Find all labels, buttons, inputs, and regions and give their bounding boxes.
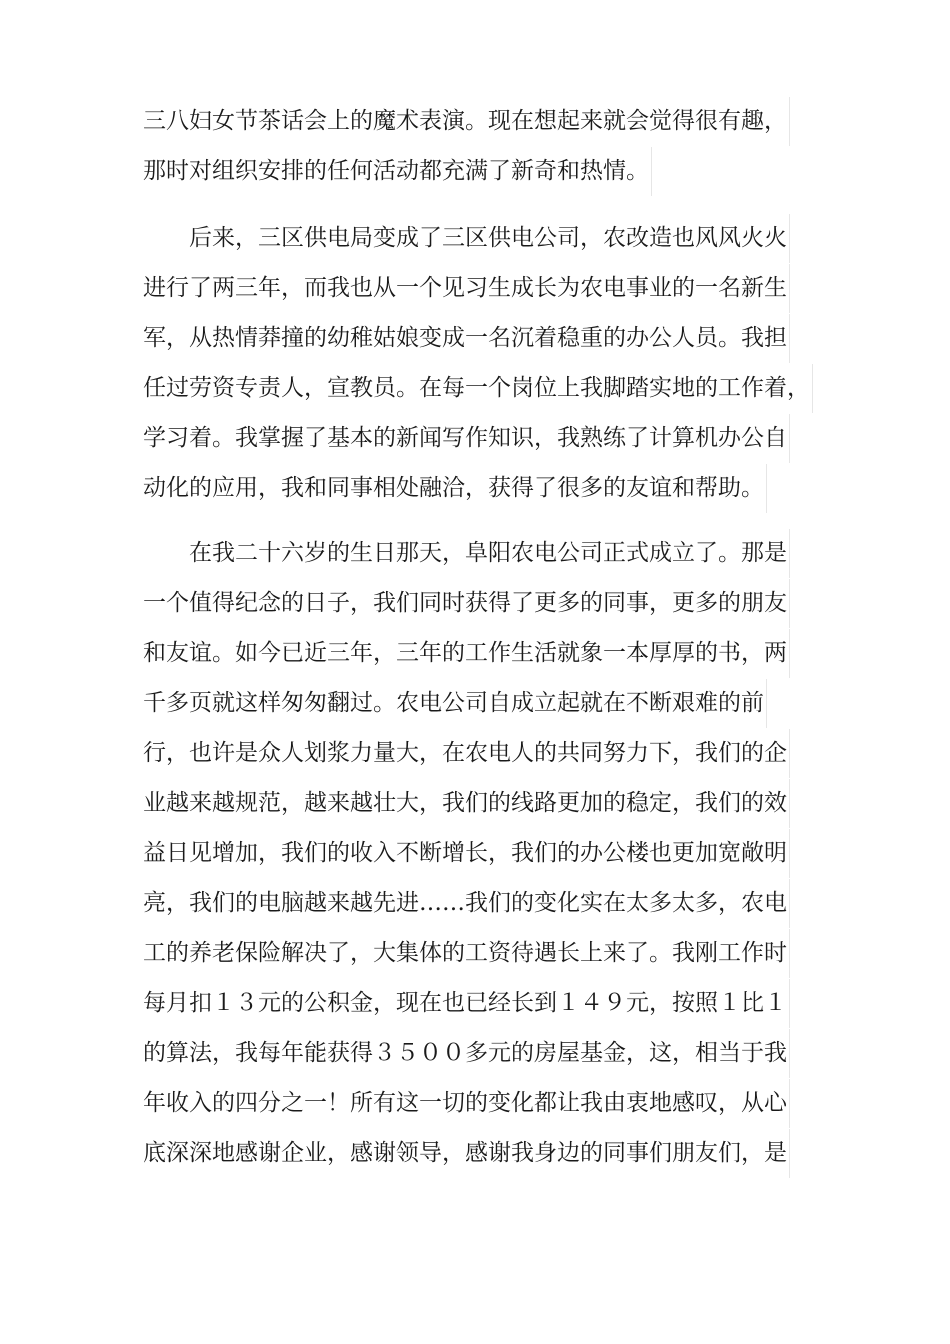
text-line-content: 的算法，我每年能获得３５００多元的房屋基金，这，相当于我 (143, 1029, 790, 1078)
text-line (143, 213, 823, 263)
paragraph-1 (143, 96, 823, 196)
text-line (143, 363, 823, 413)
text-line (143, 728, 823, 778)
text-line-content: 年收入的四分之一！所有这一切的变化都让我由衷地感叹，从心 (143, 1079, 790, 1128)
text-line-content: 那时对组织安排的任何活动都充满了新奇和热情。 (143, 147, 652, 196)
text-line-content: 工的养老保险解决了，大集体的工资待遇长上来了。我刚工作时 (143, 929, 790, 978)
text-line (143, 928, 823, 978)
text-line (143, 1028, 823, 1078)
text-line-content: 益日见增加，我们的收入不断增长，我们的办公楼也更加宽敞明 (143, 829, 790, 878)
text-line (143, 628, 823, 678)
text-line-content: 每月扣１３元的公积金，现在也已经长到１４９元，按照１比１ (143, 979, 790, 1028)
text-line (143, 978, 823, 1028)
paragraph-2 (143, 213, 823, 513)
text-line-content: 进行了两三年，而我也从一个见习生成长为农电事业的一名新生 (143, 264, 790, 313)
text-line-content: 动化的应用，我和同事相处融洽，获得了很多的友谊和帮助。 (143, 464, 767, 513)
text-line (143, 263, 823, 313)
text-line (143, 578, 823, 628)
text-line-content: 业越来越规范，越来越壮大，我们的线路更加的稳定，我们的效 (143, 779, 790, 828)
text-line-content: 任过劳资专责人，宣教员。在每一个岗位上我脚踏实地的工作着， (143, 364, 813, 413)
text-line (143, 463, 823, 513)
text-line (143, 828, 823, 878)
text-line (143, 413, 823, 463)
text-line (143, 1128, 823, 1178)
text-line-content: 三八妇女节茶话会上的魔术表演。现在想起来就会觉得很有趣， (143, 97, 790, 146)
text-line (143, 678, 823, 728)
text-line-content: 行，也许是众人划浆力量大，在农电人的共同努力下，我们的企 (143, 729, 790, 778)
text-line (143, 778, 823, 828)
text-line (143, 1078, 823, 1128)
text-line-content: 军，从热情莽撞的幼稚姑娘变成一名沉着稳重的办公人员。我担 (143, 314, 790, 363)
text-line-content: 后来，三区供电局变成了三区供电公司，农改造也风风火火 (143, 214, 790, 263)
text-line (143, 96, 823, 146)
text-line (143, 313, 823, 363)
text-line-content: 一个值得纪念的日子，我们同时获得了更多的同事，更多的朋友 (143, 579, 790, 628)
text-line-content: 和友谊。如今已近三年，三年的工作生活就象一本厚厚的书，两 (143, 629, 790, 678)
text-line (143, 878, 823, 928)
text-line (143, 146, 823, 196)
text-line-content: 在我二十六岁的生日那天，阜阳农电公司正式成立了。那是 (143, 529, 790, 578)
text-line-content: 亮，我们的电脑越来越先进……我们的变化实在太多太多，农电 (143, 879, 790, 928)
text-line (143, 528, 823, 578)
text-line-content: 底深深地感谢企业，感谢领导，感谢我身边的同事们朋友们，是 (143, 1129, 790, 1178)
paragraph-3 (143, 528, 823, 1178)
text-line-content: 千多页就这样匆匆翻过。农电公司自成立起就在不断艰难的前 (143, 679, 767, 728)
text-line-content: 学习着。我掌握了基本的新闻写作知识，我熟练了计算机办公自 (143, 414, 790, 463)
